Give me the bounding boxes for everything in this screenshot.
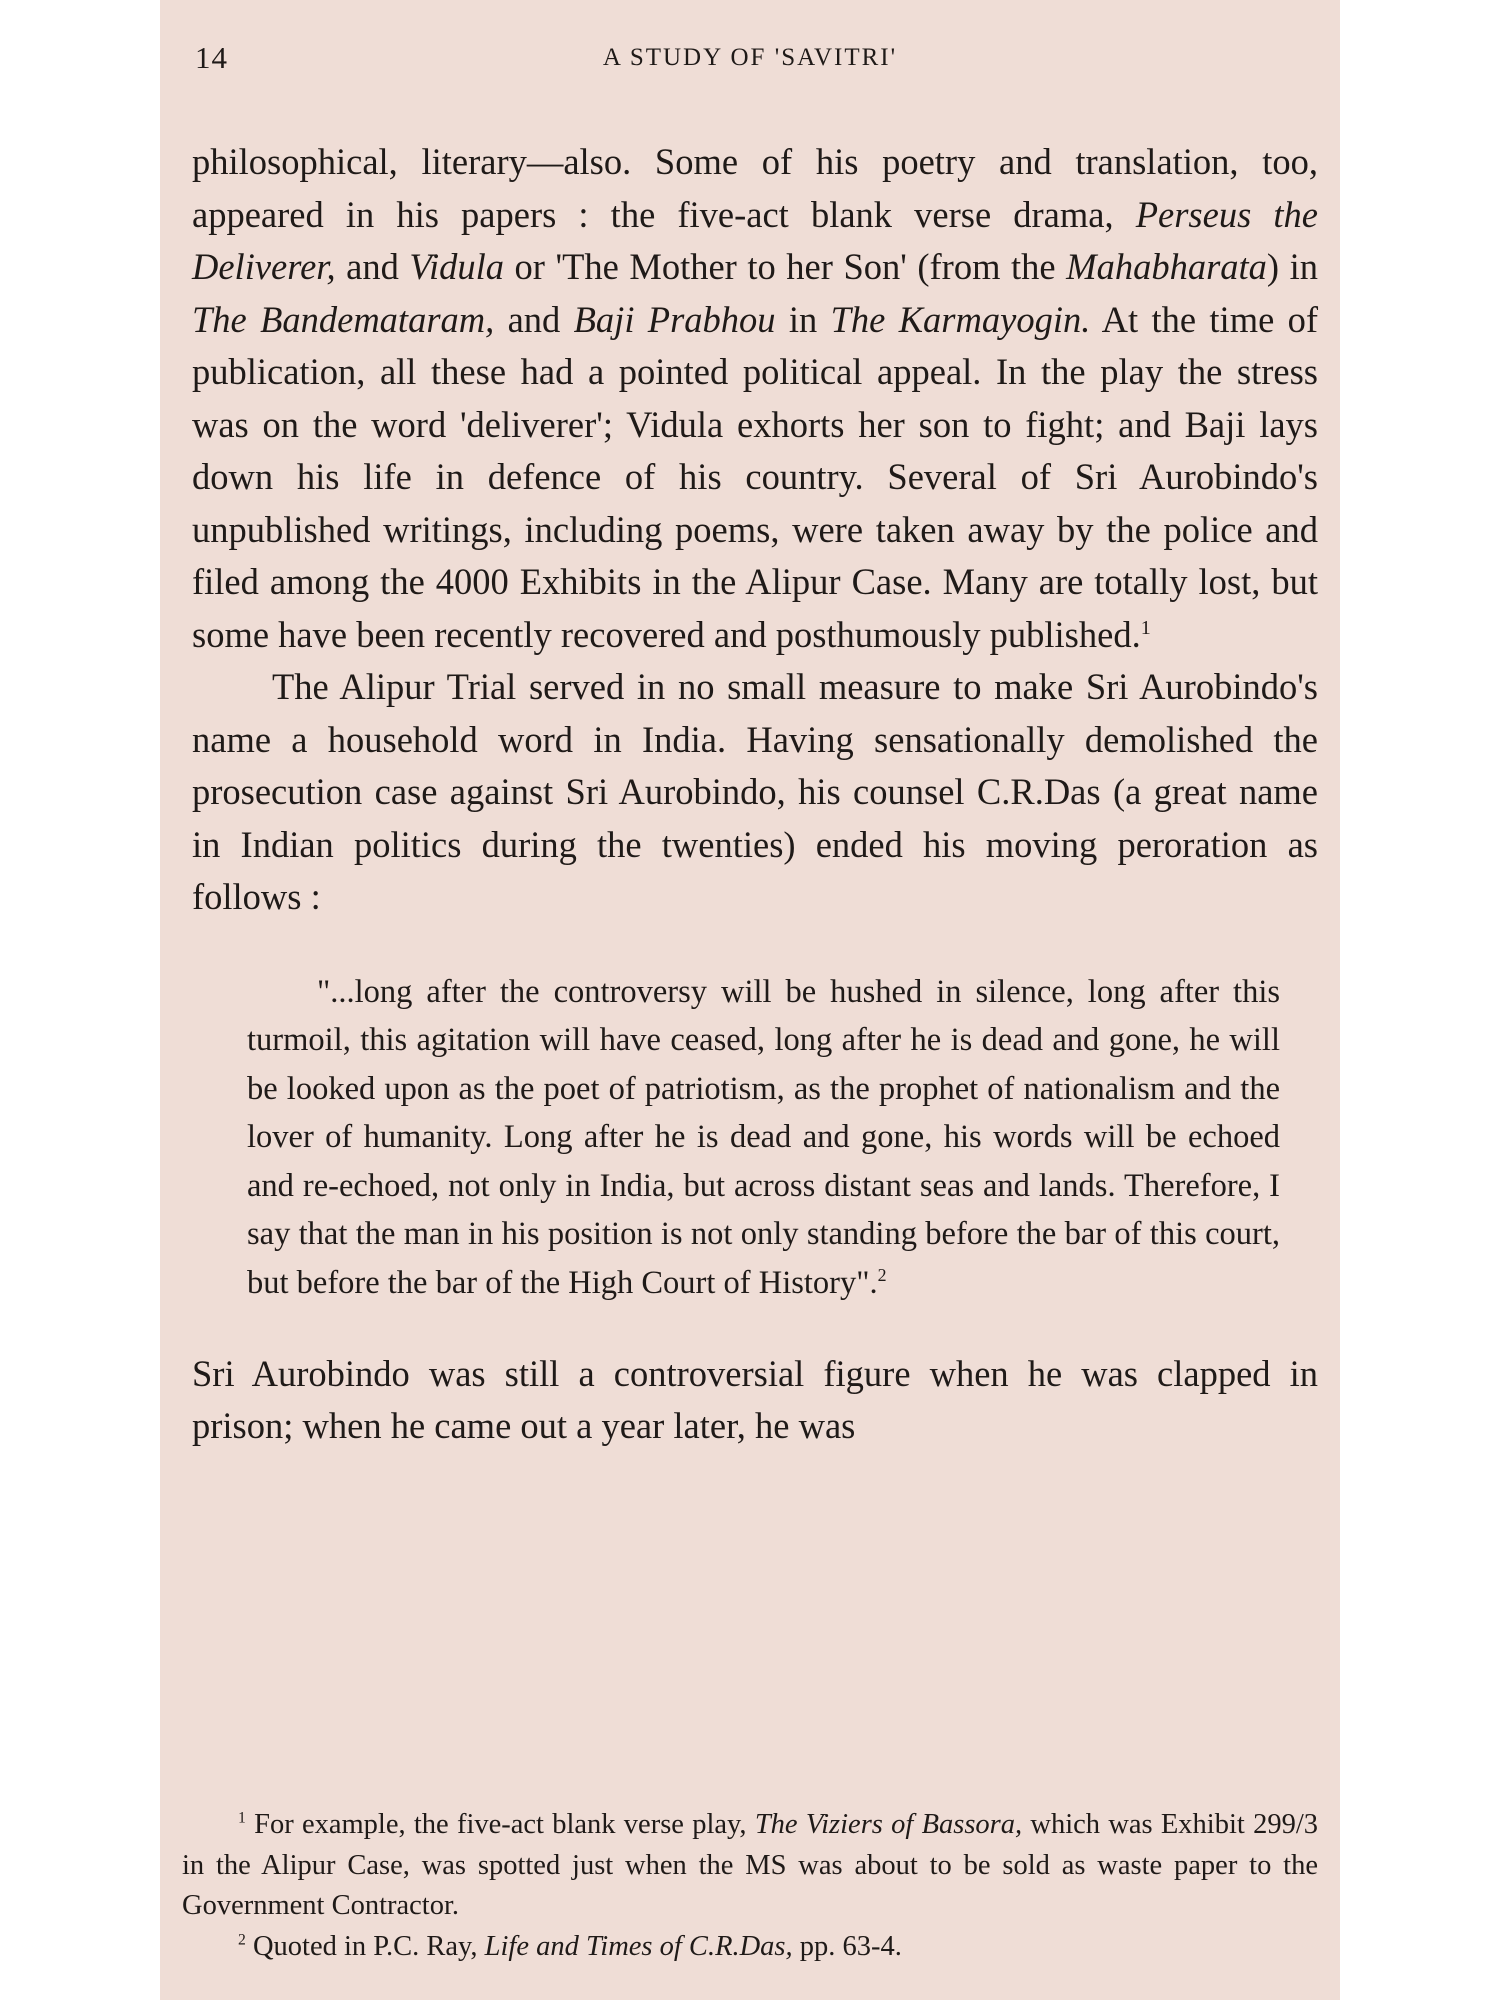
text-run: Quoted in P.C. Ray,	[245, 1930, 485, 1962]
page-header	[160, 40, 1340, 90]
footnotes	[182, 1805, 1318, 1967]
footnote-mark: 1	[238, 1809, 246, 1827]
paragraph-3: Sri Aurobindo was still a controversial figure when he was clapped in prison; when he came out a year later, he was	[192, 1352, 1318, 1447]
block-quote	[247, 968, 1280, 1308]
italic-title: Perseus the Deliverer,	[192, 193, 1318, 287]
footnote-ref-2: 2	[877, 1265, 887, 1286]
text-run: which was Exhibit 299/3 in the Alipur Case, was spotted just when the MS was about to be sold as waste paper to the Government Contractor.	[182, 1809, 1318, 1921]
paragraph-1	[192, 136, 1318, 661]
text-run: and	[494, 298, 574, 340]
quote-body: "...long after the controversy will be hushed in silence, long after this turmoil, this agitation will have ceased, long after he is dead and gone, he will be looked upon as the poet of patriotism, as the prophet of nationalism and the lover of humanity. Long after he is dead and gone, his words will be echoed and re-echoed, not only in India, but across distant seas and lands. Therefore, I say that the man in his position is not only standing before the bar of this court, but before the bar of the High Court of History".	[247, 973, 1280, 1302]
footnote-mark: 2	[238, 1931, 246, 1948]
text-run: and	[335, 246, 410, 287]
italic-title: The Viziers of Bassora,	[754, 1809, 1023, 1840]
italic-title: Vidula	[409, 246, 504, 287]
paragraph-2: The Alipur Trial served in no small measure to make Sri Aurobindo's name a household word in India. Having sensationally demolished the prosecution case against Sri Aurobindo, his counsel C.R.Das (a great name in Indian politics during the twenties) ended his moving peroration as follows :	[192, 666, 1318, 917]
text-run: pp. 63-4.	[792, 1930, 902, 1962]
text-run: At the time of publication, all these had a pointed political appeal. In the play the stress was on the word 'deliverer'; Vidula exhorts her son to fight; and Baji lays down his life in defence of his country. Several of Sri Aurobindo's unpublished writings, including poems, were taken away by the police and filed among the 4000 Exhibits in the Alipur Case. Many are totally lost, but some have been recently recovered and posthumously published.	[192, 298, 1319, 655]
text-run: For example, the five-act blank verse play,	[245, 1809, 755, 1840]
text-run: in	[775, 298, 831, 340]
text-run: or 'The Mother to her Son' (from the	[504, 246, 1067, 287]
page-body	[192, 136, 1318, 1453]
italic-title: Life and Times of C.R.Das,	[484, 1930, 793, 1962]
text-run: philosophical, literary—also. Some of his poetry and translation, too, appeared in his papers : the five-act blank verse drama,	[192, 141, 1318, 235]
italic-title: The Bandemataram,	[192, 298, 495, 340]
text-run: ) in	[1266, 246, 1319, 287]
footnote-ref-1: 1	[1140, 616, 1151, 639]
italic-title: The Karmayogin.	[830, 298, 1091, 340]
footnote-1	[182, 1805, 1318, 1927]
quote-text	[247, 968, 1280, 1308]
footnote-2	[182, 1927, 1318, 1968]
book-page	[160, 0, 1340, 2000]
italic-title: Baji Prabhou	[573, 298, 776, 340]
running-title: A STUDY OF 'SAVITRI'	[602, 44, 898, 71]
page-number: 14	[195, 40, 228, 75]
italic-title: Mahabharata	[1066, 246, 1267, 287]
